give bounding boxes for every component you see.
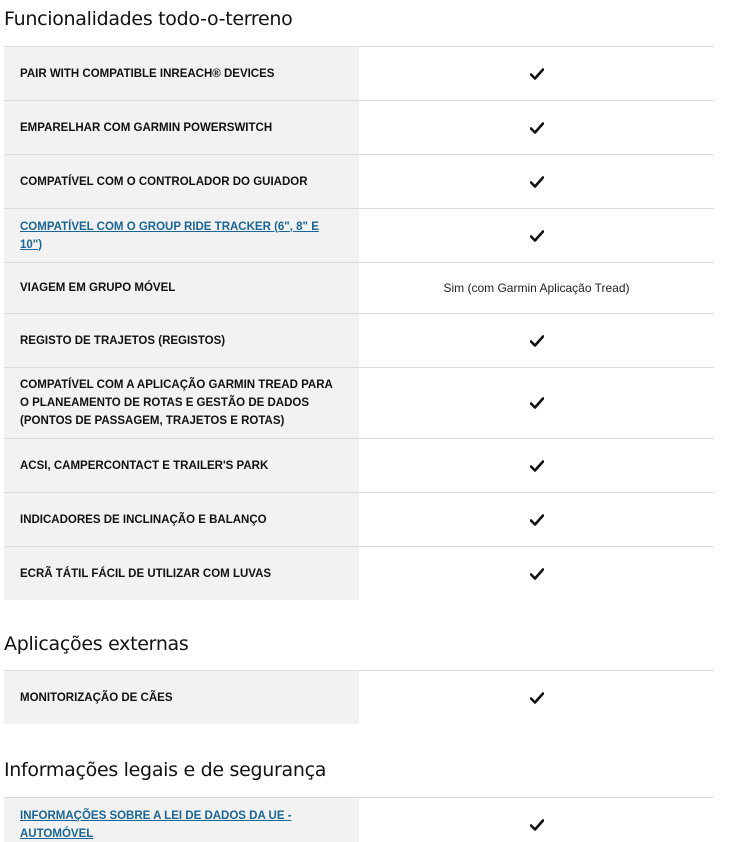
spec-row xyxy=(4,209,714,263)
spec-label: PAIR WITH COMPATIBLE INREACH® DEVICES xyxy=(4,47,359,100)
check-icon xyxy=(530,176,544,188)
spec-value xyxy=(359,314,714,367)
spec-value xyxy=(359,209,714,262)
spec-value xyxy=(359,547,714,600)
check-icon xyxy=(530,568,544,580)
spec-table-legal-safety xyxy=(4,797,714,842)
spec-value xyxy=(359,47,714,100)
spec-label: MONITORIZAÇÃO DE CÃES xyxy=(4,671,359,724)
check-icon xyxy=(530,230,544,242)
spec-label: REGISTO DE TRAJETOS (REGISTOS) xyxy=(4,314,359,367)
spec-table-external-apps xyxy=(4,670,714,724)
spec-value xyxy=(359,671,714,724)
spec-row xyxy=(4,671,714,724)
section-title-external-apps: Aplicações externas xyxy=(4,633,189,655)
check-icon xyxy=(530,460,544,472)
spec-value xyxy=(359,798,714,842)
spec-label: ECRÃ TÁTIL FÁCIL DE UTILIZAR COM LUVAS xyxy=(4,547,359,600)
spec-row xyxy=(4,101,714,155)
spec-row xyxy=(4,155,714,209)
spec-label: ACSI, CAMPERCONTACT E TRAILER'S PARK xyxy=(4,439,359,492)
spec-row xyxy=(4,798,714,842)
section-title-legal-safety: Informações legais e de segurança xyxy=(4,759,327,781)
spec-row xyxy=(4,439,714,493)
check-icon xyxy=(530,335,544,347)
spec-label: VIAGEM EM GRUPO MÓVEL xyxy=(4,263,359,313)
check-icon xyxy=(530,397,544,409)
check-icon xyxy=(530,68,544,80)
spec-value xyxy=(359,493,714,546)
spec-table-offroad-features xyxy=(4,46,714,600)
spec-row xyxy=(4,547,714,600)
spec-row xyxy=(4,368,714,439)
spec-value xyxy=(359,439,714,492)
spec-label: COMPATÍVEL COM O CONTROLADOR DO GUIADOR xyxy=(4,155,359,208)
eu-data-act-link[interactable]: INFORMAÇÕES SOBRE A LEI DE DADOS DA UE - AUTOMÓVEL xyxy=(20,809,292,840)
spec-value xyxy=(359,101,714,154)
spec-row xyxy=(4,263,714,314)
spec-label xyxy=(4,798,359,842)
check-icon xyxy=(530,514,544,526)
spec-label: COMPATÍVEL COM A APLICAÇÃO GARMIN TREAD PARA O PLANEAMENTO DE ROTAS E GESTÃO DE DADOS (PONTOS DE PASSAGEM, TRAJETOS E ROTAS) xyxy=(4,368,359,438)
spec-row xyxy=(4,314,714,368)
spec-row xyxy=(4,493,714,547)
spec-label: EMPARELHAR COM GARMIN POWERSWITCH xyxy=(4,101,359,154)
check-icon xyxy=(530,692,544,704)
spec-label xyxy=(4,209,359,262)
group-ride-tracker-link[interactable]: COMPATÍVEL COM O GROUP RIDE TRACKER (6", 8" E 10") xyxy=(20,220,319,251)
spec-value-text: Sim (com Garmin Aplicação Tread) xyxy=(443,281,630,295)
spec-value xyxy=(359,368,714,438)
spec-value xyxy=(359,155,714,208)
check-icon xyxy=(530,122,544,134)
check-icon xyxy=(530,819,544,831)
spec-label: INDICADORES DE INCLINAÇÃO E BALANÇO xyxy=(4,493,359,546)
section-title-offroad-features: Funcionalidades todo-o-terreno xyxy=(4,8,293,30)
spec-row xyxy=(4,47,714,101)
